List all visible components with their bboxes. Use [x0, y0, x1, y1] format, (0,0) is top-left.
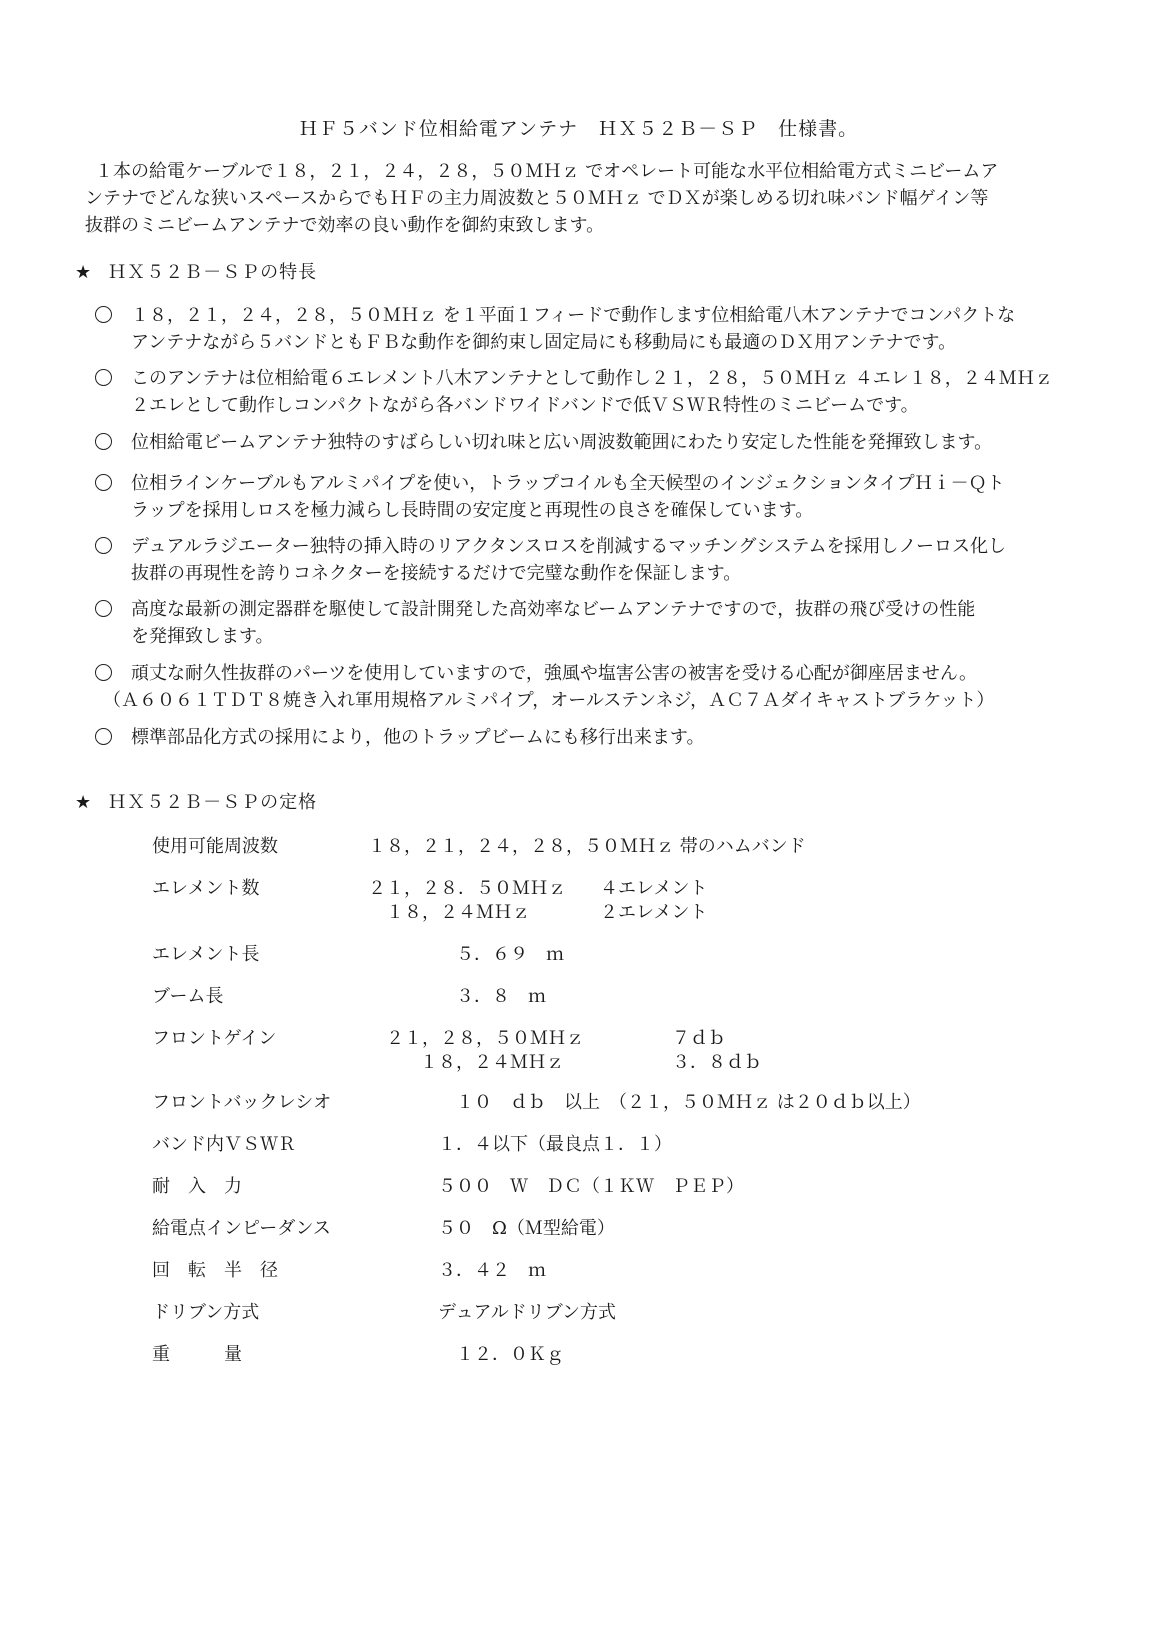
star-icon: ★: [75, 262, 93, 283]
intro-paragraph: [85, 158, 1055, 239]
feature-item: [95, 724, 1095, 751]
features-heading-text: ＨＸ５２Ｂ－ＳＰの特長: [108, 262, 318, 283]
spec-label-element-length: エレメント長: [152, 944, 260, 965]
feature-item: [95, 596, 1095, 650]
spec-value-boom-length: ３．８ ｍ: [456, 986, 546, 1007]
spec-label-fb-ratio: フロントバックレシオ: [152, 1092, 332, 1113]
feature-line: ラップを採用しロスを極力減らし長時間の安定度と再現性の良さを確保しています。: [131, 500, 814, 521]
document-title: ＨＦ５バンド位相給電アンテナ ＨＸ５２Ｂ－ＳＰ 仕様書。: [298, 118, 859, 140]
features-heading: [75, 258, 317, 284]
feature-line: アンテナながら５バンドともＦＢな動作を御約束し固定局にも移動局にも最適のＤＸ用アンテナです。: [131, 332, 957, 353]
specs-heading: [75, 788, 317, 814]
spec-value-driven: デュアルドリブン方式: [438, 1302, 617, 1323]
spec-value-frequency: １８，２１，２４，２８，５０ＭＨｚ 帯のハムバンド: [368, 836, 806, 857]
circle-bullet-icon: [95, 728, 112, 745]
feature-line: 高度な最新の測定器群を駆使して設計開発した高効率なビームアンテナですので，抜群の飛び受けの性能: [131, 599, 976, 620]
feature-item: [95, 660, 1095, 714]
circle-bullet-icon: [95, 600, 112, 617]
spec-value-element-length: ５．６９ ｍ: [456, 944, 564, 965]
spec-label-driven: ドリブン方式: [152, 1302, 260, 1323]
spec-label-impedance: 給電点インピーダンス: [152, 1218, 331, 1239]
spec-label-vswr: バンド内ＶＳＷＲ: [152, 1134, 296, 1155]
feature-line: デュアルラジエーター独特の挿入時のリアクタンスロスを削減するマッチングシステムを採用しノーロス化し: [131, 536, 1006, 557]
spec-value-fb-ratio: １０ ｄｂ 以上 （２１，５０ＭＨｚ は２０ｄｂ以上）: [456, 1092, 921, 1113]
star-icon: ★: [75, 792, 93, 813]
spec-value-weight: １２．０Ｋｇ: [456, 1344, 564, 1365]
spec-value-power: ５００ Ｗ ＤＣ（１ＫＷ ＰＥＰ）: [438, 1176, 744, 1197]
spec-value-gain-band2: １８，２４ＭＨｚ: [420, 1052, 564, 1073]
intro-line: 抜群のミニビームアンテナで効率の良い動作を御約束致します。: [85, 215, 605, 236]
feature-line: （Ａ６０６１ＴＤＴ８焼き入れ軍用規格アルミパイプ，オールステンネジ，ＡＣ７Ａダイキャストブラケット）: [103, 690, 995, 711]
spec-value-elements-band1: ２１，２８．５０ＭＨｚ: [368, 878, 566, 899]
circle-bullet-icon: [95, 474, 112, 491]
specs-heading-text: ＨＸ５２Ｂ－ＳＰの定格: [108, 792, 318, 813]
spec-value-impedance: ５０ Ω（Ｍ型給電）: [438, 1218, 615, 1239]
feature-item: [95, 533, 1095, 587]
spec-value-vswr: １．４以下（最良点１．１）: [438, 1134, 672, 1155]
spec-value-gain1: ７ｄｂ: [672, 1028, 726, 1049]
spec-value-gain-band1: ２１，２８，５０ＭＨｚ: [386, 1028, 584, 1049]
feature-line: 頑丈な耐久性抜群のパーツを使用していますので，強風や塩害公害の被害を受ける心配が御座居ません。: [131, 663, 977, 684]
spec-label-frequency: 使用可能周波数: [152, 836, 278, 857]
circle-bullet-icon: [95, 433, 112, 450]
feature-item: [95, 365, 1095, 419]
circle-bullet-icon: [95, 369, 112, 386]
feature-line: １８，２１，２４，２８，５０ＭＨｚ を１平面１フィードで動作します位相給電八木アンテナでコンパクトな: [131, 305, 1016, 326]
circle-bullet-icon: [95, 537, 112, 554]
spec-value-gain2: ３．８ｄｂ: [672, 1052, 762, 1073]
intro-line: ンテナでどんな狭いスペースからでもＨＦの主力周波数と５０ＭＨｚ でＤＸが楽しめる切れ味バンド幅ゲイン等: [85, 188, 989, 209]
circle-bullet-icon: [95, 664, 112, 681]
feature-line: このアンテナは位相給電６エレメント八木アンテナとして動作し２１，２８，５０ＭＨｚ ４エレ１８，２４ＭＨｚ: [131, 368, 1053, 389]
intro-line: １本の給電ケーブルで１８，２１，２４，２８，５０ＭＨｚ でオペレート可能な水平位相給電方式ミニビームア: [95, 161, 999, 182]
feature-item: [95, 470, 1095, 524]
spec-label-front-gain: フロントゲイン: [152, 1028, 277, 1049]
feature-line: 抜群の再現性を誇りコネクターを接続するだけで完璧な動作を保証します。: [131, 563, 742, 584]
feature-line: 位相給電ビームアンテナ独特のすばらしい切れ味と広い周波数範囲にわたり安定した性能を発揮致します。: [131, 432, 993, 453]
spec-label-elements: エレメント数: [152, 878, 260, 899]
spec-value-elements-band2: １８，２４ＭＨｚ: [386, 902, 530, 923]
spec-label-power: 耐 入 力: [152, 1176, 242, 1197]
feature-line: を発揮致します。: [131, 626, 274, 647]
spec-label-boom-length: ブーム長: [152, 986, 224, 1007]
spec-label-weight: 重 量: [152, 1344, 242, 1365]
feature-line: 位相ラインケーブルもアルミパイプを使い，トラップコイルも全天候型のインジェクションタイプＨｉ－Ｑト: [131, 473, 1005, 494]
spec-value-elements-count1: ４エレメント: [600, 878, 708, 899]
feature-item: [95, 302, 1095, 356]
spec-label-radius: 回 転 半 径: [152, 1260, 278, 1281]
feature-line: ２エレとして動作しコンパクトながら各バンドワイドバンドで低ＶＳＷＲ特性のミニビームです。: [131, 395, 919, 416]
circle-bullet-icon: [95, 306, 112, 323]
spec-value-radius: ３．４２ ｍ: [438, 1260, 546, 1281]
feature-item: [95, 429, 1095, 456]
spec-value-elements-count2: ２エレメント: [600, 902, 708, 923]
feature-line: 標準部品化方式の採用により，他のトラップビームにも移行出来ます。: [131, 727, 705, 748]
